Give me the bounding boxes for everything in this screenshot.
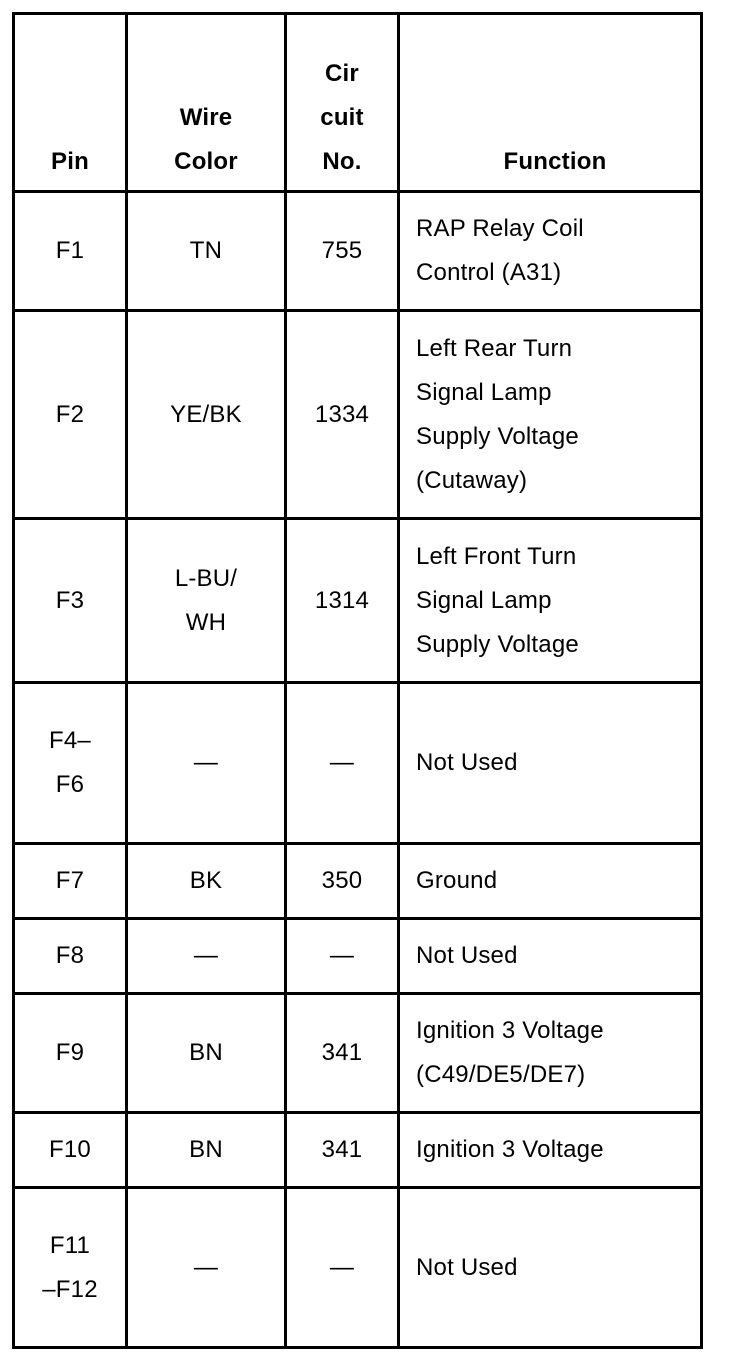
wire-color-cell: — <box>127 919 286 994</box>
pin-cell: F8 <box>14 919 127 994</box>
pin-cell: F11 –F12 <box>14 1188 127 1348</box>
pin-cell: F10 <box>14 1113 127 1188</box>
table-row <box>14 519 702 683</box>
circuit-cell: — <box>286 1188 399 1348</box>
circuit-cell: 350 <box>286 844 399 919</box>
function-cell: Left Front Turn Signal Lamp Supply Voltage <box>399 519 702 683</box>
wire-color-cell: BK <box>127 844 286 919</box>
header-row <box>14 14 702 192</box>
function-cell: Ground <box>399 844 702 919</box>
function-cell: Ignition 3 Voltage (C49/DE5/DE7) <box>399 994 702 1113</box>
table-row <box>14 311 702 519</box>
pin-cell: F3 <box>14 519 127 683</box>
wire-color-cell: YE/BK <box>127 311 286 519</box>
header-function: Function <box>399 14 702 192</box>
connector-pinout-table <box>12 12 703 1349</box>
function-cell: Not Used <box>399 683 702 844</box>
table-row <box>14 994 702 1113</box>
header-pin: Pin <box>14 14 127 192</box>
function-cell: Ignition 3 Voltage <box>399 1113 702 1188</box>
function-cell: Not Used <box>399 1188 702 1348</box>
wire-color-cell: BN <box>127 1113 286 1188</box>
header-wire-color: Wire Color <box>127 14 286 192</box>
circuit-cell: 341 <box>286 1113 399 1188</box>
table-row <box>14 1188 702 1348</box>
header-circuit-no: Cir cuit No. <box>286 14 399 192</box>
circuit-cell: — <box>286 919 399 994</box>
function-cell: Not Used <box>399 919 702 994</box>
circuit-cell: 1334 <box>286 311 399 519</box>
function-cell: Left Rear Turn Signal Lamp Supply Voltage (Cutaway) <box>399 311 702 519</box>
pin-cell: F9 <box>14 994 127 1113</box>
table-row <box>14 192 702 311</box>
wire-color-cell: BN <box>127 994 286 1113</box>
wire-color-cell: L-BU/ WH <box>127 519 286 683</box>
wire-color-cell: TN <box>127 192 286 311</box>
circuit-cell: 1314 <box>286 519 399 683</box>
table-row <box>14 919 702 994</box>
circuit-cell: 755 <box>286 192 399 311</box>
pin-cell: F2 <box>14 311 127 519</box>
wire-color-cell: — <box>127 1188 286 1348</box>
table-row <box>14 1113 702 1188</box>
table-row <box>14 683 702 844</box>
pin-cell: F1 <box>14 192 127 311</box>
pin-cell: F4– F6 <box>14 683 127 844</box>
table-row <box>14 844 702 919</box>
function-cell: RAP Relay Coil Control (A31) <box>399 192 702 311</box>
circuit-cell: 341 <box>286 994 399 1113</box>
pin-cell: F7 <box>14 844 127 919</box>
circuit-cell: — <box>286 683 399 844</box>
wire-color-cell: — <box>127 683 286 844</box>
